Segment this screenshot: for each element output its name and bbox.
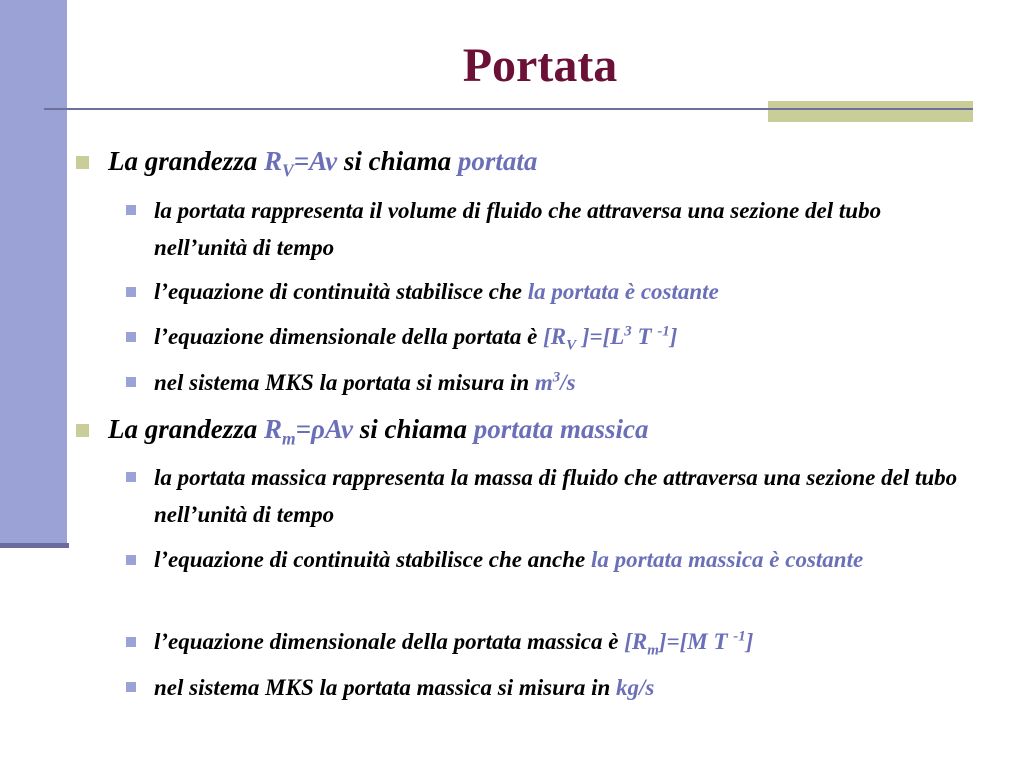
text-run: -1 bbox=[657, 323, 670, 340]
text-run: l’equazione di continuità stabilisce che anche bbox=[154, 547, 592, 572]
bullet-item bbox=[154, 541, 1014, 578]
text-run: La grandezza bbox=[108, 146, 265, 176]
text-run: la portata massica rappresenta la massa di fluido che attraversa una sezione del tubo nell’unità di tempo bbox=[154, 465, 958, 527]
bullet-marker bbox=[126, 332, 136, 342]
bullet-marker bbox=[126, 472, 136, 482]
bullet-marker bbox=[126, 637, 136, 647]
text-run: 3 bbox=[552, 369, 561, 386]
bullet-marker bbox=[126, 682, 136, 692]
text-run: m bbox=[282, 428, 296, 449]
bullet-item bbox=[154, 318, 1014, 355]
bullet-item bbox=[154, 623, 1014, 660]
text-run: T bbox=[631, 324, 658, 349]
text-run: la portata massica è costante bbox=[591, 547, 864, 572]
text-run: ] bbox=[669, 324, 678, 349]
bullet-marker bbox=[76, 156, 89, 169]
text-run: l’equazione di continuità stabilisce che bbox=[154, 279, 528, 304]
bullet-item bbox=[108, 413, 1008, 449]
bullet-item bbox=[108, 145, 1008, 181]
text-run: /s bbox=[560, 370, 576, 395]
text-run: portata massica bbox=[473, 414, 649, 444]
text-run: [R bbox=[543, 324, 567, 349]
text-run: R bbox=[264, 146, 283, 176]
text-run: =ρAv bbox=[295, 414, 353, 444]
bullet-marker bbox=[126, 205, 136, 215]
text-run: nel sistema MKS la portata massica si misura in bbox=[154, 675, 617, 700]
text-run: m bbox=[647, 642, 659, 659]
bullet-marker bbox=[126, 287, 136, 297]
text-run: la portata rappresenta il volume di fluido che attraversa una sezione del tubo nell’unità di tempo bbox=[154, 198, 882, 260]
bullet-item bbox=[154, 669, 1014, 706]
text-run: ] bbox=[745, 629, 754, 654]
text-run: =Av bbox=[293, 146, 338, 176]
bullet-marker bbox=[126, 377, 136, 387]
bullet-item bbox=[154, 459, 984, 533]
slide-title: Portata bbox=[462, 39, 618, 92]
bullet-marker bbox=[76, 424, 89, 437]
text-run: la portata è costante bbox=[527, 279, 719, 304]
text-run: m bbox=[534, 370, 553, 395]
text-run: -1 bbox=[733, 628, 746, 645]
text-run: ]=[L bbox=[576, 324, 625, 349]
bullet-marker bbox=[126, 555, 136, 565]
text-run: portata bbox=[457, 146, 538, 176]
bullet-item bbox=[154, 273, 1014, 310]
text-run: [R bbox=[624, 629, 648, 654]
text-run: ]=[M T bbox=[658, 629, 734, 654]
text-run: R bbox=[264, 414, 283, 444]
text-run: l’equazione dimensionale della portata è bbox=[154, 324, 544, 349]
text-run: nel sistema MKS la portata si misura in bbox=[154, 370, 535, 395]
text-run: V bbox=[282, 160, 294, 181]
bullet-item bbox=[154, 192, 944, 266]
text-run: 3 bbox=[624, 323, 632, 340]
text-run: l’equazione dimensionale della portata massica è bbox=[154, 629, 625, 654]
text-run: V bbox=[566, 337, 577, 354]
text-run: si chiama bbox=[352, 414, 474, 444]
text-run: kg/s bbox=[616, 675, 655, 700]
text-run: La grandezza bbox=[108, 414, 265, 444]
text-run: si chiama bbox=[337, 146, 458, 176]
bullet-item bbox=[154, 364, 1014, 401]
